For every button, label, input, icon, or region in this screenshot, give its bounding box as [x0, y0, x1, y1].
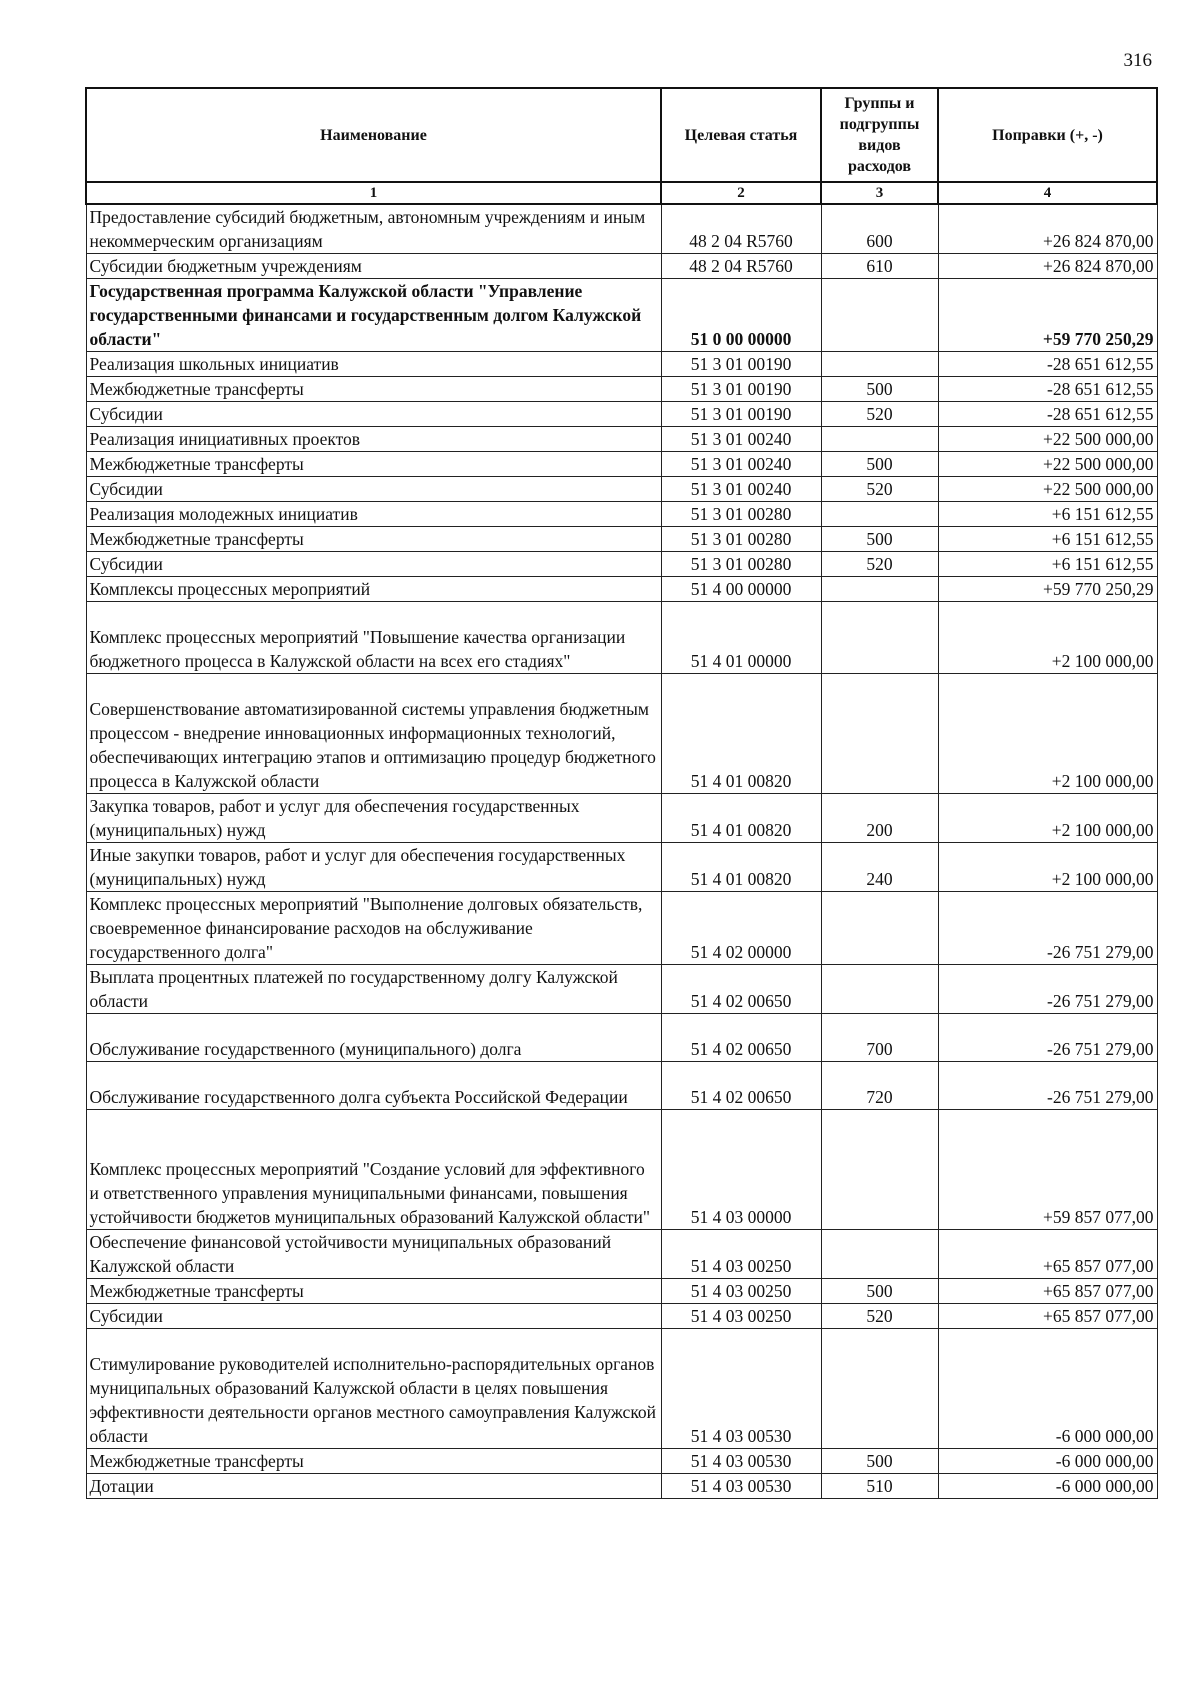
row-expense-group: 500	[821, 527, 938, 552]
table-row	[86, 1014, 1157, 1062]
row-amount: +65 857 077,00	[938, 1304, 1157, 1329]
row-amount: -6 000 000,00	[938, 1329, 1157, 1449]
row-amount: -26 751 279,00	[938, 965, 1157, 1014]
row-amount: -28 651 612,55	[938, 377, 1157, 402]
row-amount: -6 000 000,00	[938, 1474, 1157, 1499]
table-row	[86, 1449, 1157, 1474]
row-target-article: 51 4 03 00530	[661, 1329, 821, 1449]
row-name: Закупка товаров, работ и услуг для обеспечения государственных (муниципальных) нужд	[86, 794, 661, 843]
row-expense-group: 520	[821, 1304, 938, 1329]
row-name: Обслуживание государственного долга субъекта Российской Федерации	[86, 1062, 661, 1110]
row-name: Межбюджетные трансферты	[86, 377, 661, 402]
table-row	[86, 552, 1157, 577]
row-target-article: 51 4 02 00650	[661, 1062, 821, 1110]
row-expense-group	[821, 502, 938, 527]
row-name: Субсидии	[86, 552, 661, 577]
table-row	[86, 527, 1157, 552]
row-name: Реализация школьных инициатив	[86, 352, 661, 377]
row-name: Обслуживание государственного (муниципального) долга	[86, 1014, 661, 1062]
row-amount: +2 100 000,00	[938, 843, 1157, 892]
row-expense-group	[821, 352, 938, 377]
row-expense-group: 520	[821, 552, 938, 577]
table-row	[86, 1062, 1157, 1110]
row-name: Стимулирование руководителей исполнительно-распорядительных органов муниципальных образований Калужской области в целях повышения эффективности деятельности органов местного самоуправления Калужской области	[86, 1329, 661, 1449]
row-name: Комплексы процессных мероприятий	[86, 577, 661, 602]
row-target-article: 51 4 01 00000	[661, 602, 821, 674]
table-row	[86, 377, 1157, 402]
row-name: Совершенствование автоматизированной системы управления бюджетным процессом - внедрение инновационных информационных технологий, обеспечивающих интеграцию этапов и оптимизацию процедур бюджетного процесса в Калужской области	[86, 674, 661, 794]
row-target-article: 51 4 01 00820	[661, 674, 821, 794]
row-name: Обеспечение финансовой устойчивости муниципальных образований Калужской области	[86, 1230, 661, 1279]
row-name: Субсидии	[86, 402, 661, 427]
row-expense-group: 500	[821, 452, 938, 477]
row-expense-group	[821, 965, 938, 1014]
table-row	[86, 452, 1157, 477]
row-target-article: 51 3 01 00280	[661, 527, 821, 552]
row-target-article: 51 3 01 00280	[661, 552, 821, 577]
row-name: Субсидии	[86, 477, 661, 502]
table-row	[86, 577, 1157, 602]
row-target-article: 51 3 01 00280	[661, 502, 821, 527]
row-name: Межбюджетные трансферты	[86, 1449, 661, 1474]
row-amount: +59 770 250,29	[938, 577, 1157, 602]
table-row	[86, 502, 1157, 527]
row-name: Предоставление субсидий бюджетным, автономным учреждениям и иным некоммерческим организациям	[86, 204, 661, 254]
table-row	[86, 602, 1157, 674]
row-name: Субсидии	[86, 1304, 661, 1329]
row-expense-group: 700	[821, 1014, 938, 1062]
header-amount: Поправки (+, -)	[938, 88, 1157, 182]
table-row	[86, 1110, 1157, 1230]
table-row	[86, 843, 1157, 892]
row-name: Комплекс процессных мероприятий "Создание условий для эффективного и ответственного управления муниципальными финансами, повышения устойчивости бюджетов муниципальных образований Калужской области"	[86, 1110, 661, 1230]
row-target-article: 51 4 02 00000	[661, 892, 821, 965]
row-expense-group	[821, 892, 938, 965]
header-target: Целевая статья	[661, 88, 821, 182]
column-number: 2	[661, 182, 821, 204]
row-expense-group	[821, 1230, 938, 1279]
row-amount: +6 151 612,55	[938, 502, 1157, 527]
table-row	[86, 254, 1157, 279]
row-expense-group	[821, 279, 938, 352]
row-expense-group	[821, 1329, 938, 1449]
row-target-article: 51 3 01 00240	[661, 452, 821, 477]
table-row	[86, 1304, 1157, 1329]
row-amount: +59 857 077,00	[938, 1110, 1157, 1230]
header-name: Наименование	[86, 88, 661, 182]
row-name: Межбюджетные трансферты	[86, 452, 661, 477]
row-amount: +6 151 612,55	[938, 527, 1157, 552]
row-expense-group: 600	[821, 204, 938, 254]
table-row	[86, 674, 1157, 794]
row-target-article: 51 4 03 00530	[661, 1449, 821, 1474]
row-amount: -6 000 000,00	[938, 1449, 1157, 1474]
row-target-article: 51 4 01 00820	[661, 794, 821, 843]
row-expense-group: 720	[821, 1062, 938, 1110]
row-amount: -28 651 612,55	[938, 402, 1157, 427]
row-amount: +22 500 000,00	[938, 452, 1157, 477]
row-amount: +59 770 250,29	[938, 279, 1157, 352]
row-target-article: 51 3 01 00240	[661, 477, 821, 502]
row-target-article: 51 4 03 00250	[661, 1279, 821, 1304]
row-amount: -26 751 279,00	[938, 1014, 1157, 1062]
row-target-article: 51 4 01 00820	[661, 843, 821, 892]
row-amount: +65 857 077,00	[938, 1279, 1157, 1304]
row-name: Межбюджетные трансферты	[86, 527, 661, 552]
row-amount: +2 100 000,00	[938, 794, 1157, 843]
row-amount: +2 100 000,00	[938, 674, 1157, 794]
table-row	[86, 965, 1157, 1014]
row-amount: +22 500 000,00	[938, 427, 1157, 452]
row-amount: -26 751 279,00	[938, 892, 1157, 965]
row-name: Субсидии бюджетным учреждениям	[86, 254, 661, 279]
row-name: Государственная программа Калужской области "Управление государственными финансами и государственным долгом Калужской области"	[86, 279, 661, 352]
row-target-article: 51 3 01 00190	[661, 377, 821, 402]
row-amount: +6 151 612,55	[938, 552, 1157, 577]
row-target-article: 48 2 04 R5760	[661, 204, 821, 254]
row-amount: -28 651 612,55	[938, 352, 1157, 377]
column-number: 1	[86, 182, 661, 204]
row-name: Выплата процентных платежей по государственному долгу Калужской области	[86, 965, 661, 1014]
row-expense-group	[821, 427, 938, 452]
table-row	[86, 892, 1157, 965]
row-expense-group	[821, 674, 938, 794]
table-row	[86, 427, 1157, 452]
row-target-article: 51 3 01 00190	[661, 402, 821, 427]
row-target-article: 51 4 03 00000	[661, 1110, 821, 1230]
row-target-article: 48 2 04 R5760	[661, 254, 821, 279]
row-target-article: 51 4 03 00250	[661, 1304, 821, 1329]
row-amount: +2 100 000,00	[938, 602, 1157, 674]
row-name: Комплекс процессных мероприятий "Выполнение долговых обязательств, своевременное финансирование расходов на обслуживание государственного долга"	[86, 892, 661, 965]
row-name: Реализация молодежных инициатив	[86, 502, 661, 527]
table-row	[86, 1230, 1157, 1279]
row-expense-group	[821, 1110, 938, 1230]
row-expense-group: 200	[821, 794, 938, 843]
table-row	[86, 352, 1157, 377]
row-amount: +26 824 870,00	[938, 204, 1157, 254]
budget-amendments-table	[85, 87, 1158, 1499]
row-expense-group	[821, 602, 938, 674]
row-target-article: 51 0 00 00000	[661, 279, 821, 352]
row-target-article: 51 4 03 00250	[661, 1230, 821, 1279]
table-row	[86, 1329, 1157, 1449]
row-expense-group: 610	[821, 254, 938, 279]
row-target-article: 51 3 01 00190	[661, 352, 821, 377]
row-amount: +26 824 870,00	[938, 254, 1157, 279]
row-name: Иные закупки товаров, работ и услуг для обеспечения государственных (муниципальных) нужд	[86, 843, 661, 892]
row-name: Дотации	[86, 1474, 661, 1499]
row-target-article: 51 4 00 00000	[661, 577, 821, 602]
row-amount: -26 751 279,00	[938, 1062, 1157, 1110]
table-row	[86, 402, 1157, 427]
row-name: Комплекс процессных мероприятий "Повышение качества организации бюджетного процесса в Калужской области на всех его стадиях"	[86, 602, 661, 674]
row-name: Межбюджетные трансферты	[86, 1279, 661, 1304]
row-expense-group: 520	[821, 477, 938, 502]
row-amount: +22 500 000,00	[938, 477, 1157, 502]
row-name: Реализация инициативных проектов	[86, 427, 661, 452]
table-row	[86, 279, 1157, 352]
row-expense-group: 240	[821, 843, 938, 892]
header-group: Группы и подгруппы видов расходов	[821, 88, 938, 182]
row-target-article: 51 4 02 00650	[661, 1014, 821, 1062]
row-expense-group: 500	[821, 1449, 938, 1474]
table-body	[86, 204, 1157, 1499]
row-expense-group: 500	[821, 1279, 938, 1304]
row-expense-group: 510	[821, 1474, 938, 1499]
row-amount: +65 857 077,00	[938, 1230, 1157, 1279]
row-expense-group: 500	[821, 377, 938, 402]
column-number: 3	[821, 182, 938, 204]
row-target-article: 51 4 02 00650	[661, 965, 821, 1014]
page-number: 316	[1123, 50, 1152, 71]
row-target-article: 51 4 03 00530	[661, 1474, 821, 1499]
table-row	[86, 1279, 1157, 1304]
column-number: 4	[938, 182, 1157, 204]
row-expense-group	[821, 577, 938, 602]
table-row	[86, 794, 1157, 843]
row-target-article: 51 3 01 00240	[661, 427, 821, 452]
table-row	[86, 204, 1157, 254]
row-expense-group: 520	[821, 402, 938, 427]
table-row	[86, 477, 1157, 502]
table-row	[86, 1474, 1157, 1499]
